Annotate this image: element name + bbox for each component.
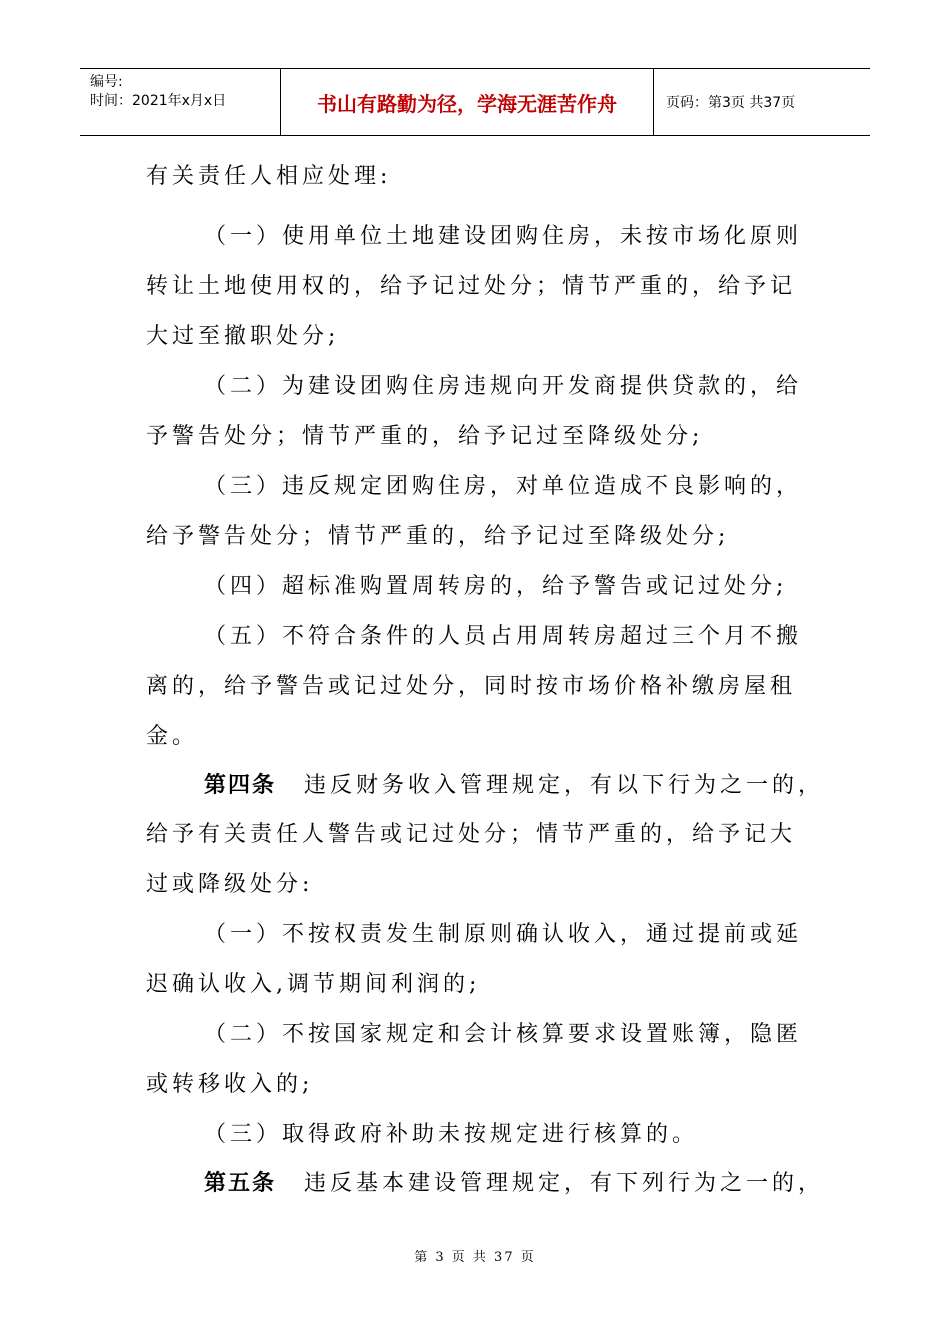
body-line: 大过至撤职处分; (146, 324, 340, 349)
body-line: 给予有关责任人警告或记过处分；情节严重的，给予记大 (146, 822, 797, 847)
header-meta (80, 69, 281, 135)
body-line: 离的，给予警告或记过处分，同时按市场价格补缴房屋租 (146, 674, 797, 699)
article-5-line (204, 1168, 824, 1198)
article-4-heading: 第四条 (204, 772, 277, 798)
body-line: 违反财务收入管理规定，有以下行为之一的， (304, 773, 825, 798)
body-line: 予警告处分；情节严重的，给予记过至降级处分; (146, 424, 704, 449)
body-line: （一）使用单位土地建设团购住房，未按市场化原则 (204, 224, 803, 249)
body-line: 迟确认收入,调节期间利润的; (146, 972, 481, 997)
body-line: 或转移收入的; (146, 1072, 314, 1097)
header-page-info: 页码：第3页 共37页 (666, 95, 796, 111)
body-line: （三）取得政府补助未按规定进行核算的。 (204, 1122, 699, 1147)
article-4-line (204, 770, 824, 800)
body-line: （三）违反规定团购住房，对单位造成不良影响的， (204, 474, 803, 499)
document-header (80, 68, 870, 136)
body-line: （二）不按国家规定和会计核算要求设置账簿，隐匿 (204, 1022, 803, 1047)
body-line: 过或降级处分: (146, 872, 314, 897)
time-label: 时间：2021年x月x日 (90, 93, 227, 109)
article-5-heading: 第五条 (204, 1170, 277, 1196)
page-footer: 第 3 页 共 37 页 (414, 1250, 536, 1265)
body-line: 违反基本建设管理规定，有下列行为之一的， (304, 1171, 825, 1196)
body-line: 有关责任人相应处理: (146, 164, 392, 189)
body-line: （四）超标准购置周转房的，给予警告或记过处分; (204, 574, 788, 599)
body-line: 金。 (146, 724, 199, 749)
body-line: 给予警告处分；情节严重的，给予记过至降级处分; (146, 524, 730, 549)
header-motto: 书山有路勤为径，学海无涯苦作舟 (281, 69, 654, 135)
body-line: （二）为建设团购住房违规向开发商提供贷款的，给 (204, 374, 803, 399)
body-line: （一）不按权责发生制原则确认收入，通过提前或延 (204, 922, 803, 947)
body-line: （五）不符合条件的人员占用周转房超过三个月不搬 (204, 624, 803, 649)
body-line: 转让土地使用权的，给予记过处分；情节严重的，给予记 (146, 274, 797, 299)
number-label: 编号: (90, 74, 123, 90)
